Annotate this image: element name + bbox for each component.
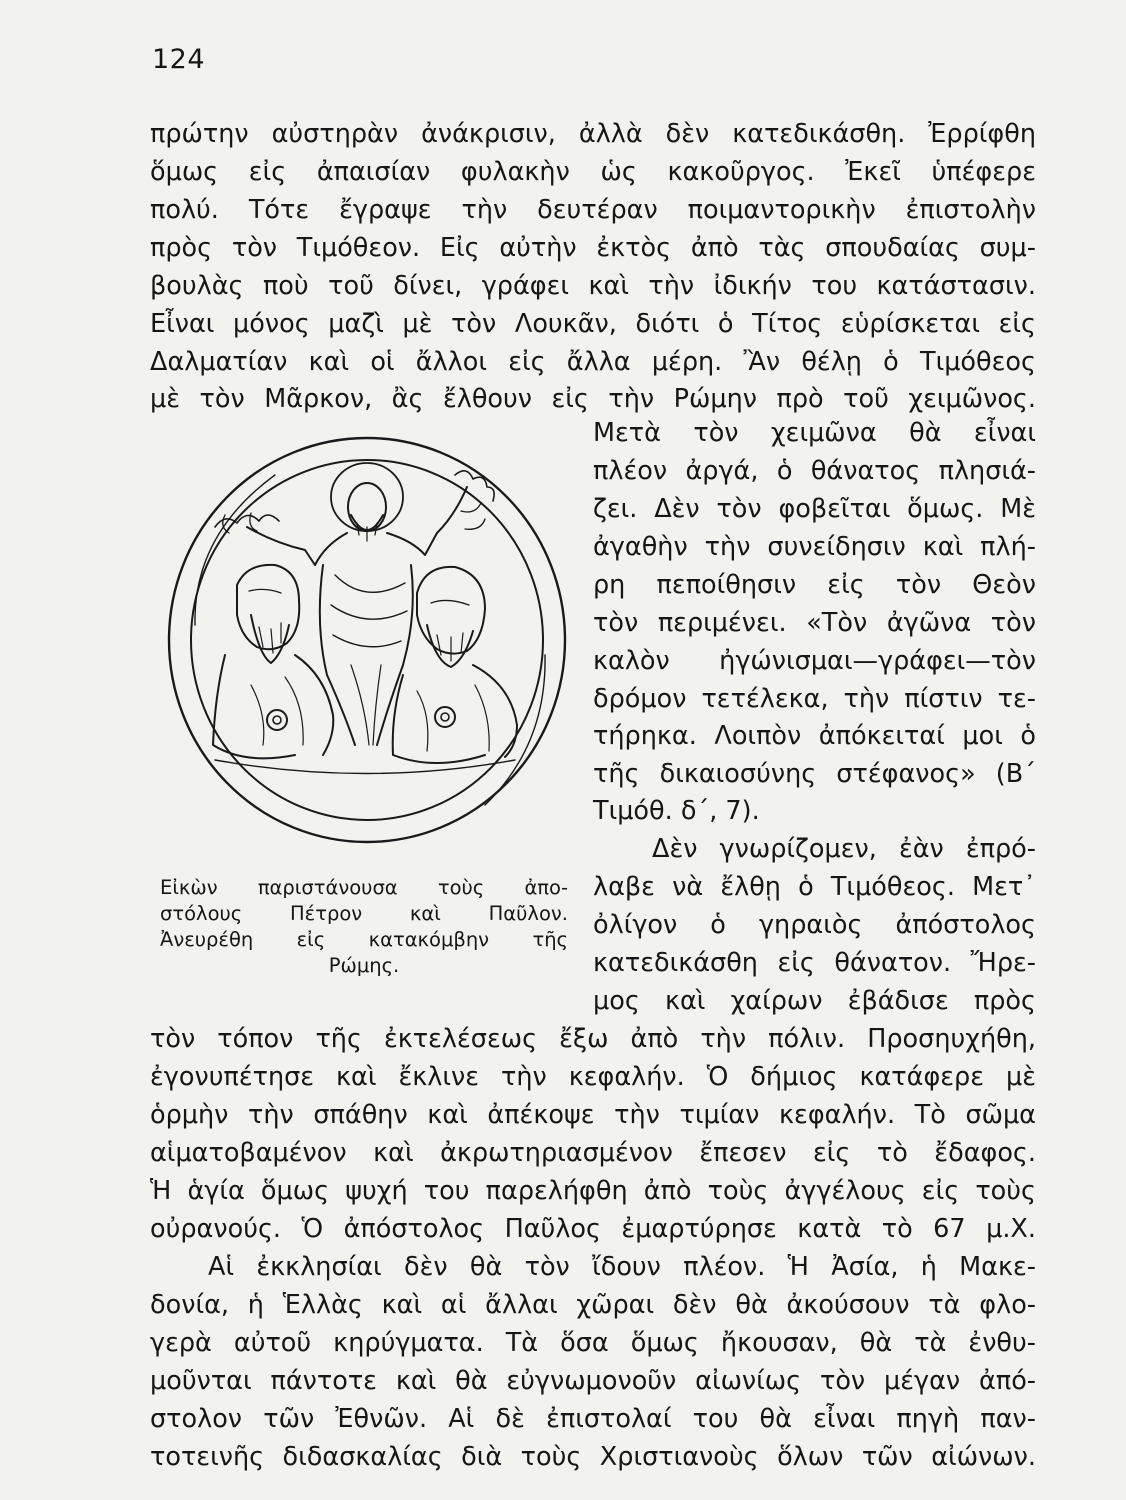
text-line: βουλὰς ποὺ τοῦ δίνει, γράφει καὶ τὴν ἰδικήν του κατάστασιν. xyxy=(150,271,1036,301)
text-line: Μετὰ τὸν χειμῶνα θὰ εἶναι xyxy=(593,418,1036,448)
text-line: ρη πεποίθησιν εἰς τὸν Θεὸν xyxy=(593,570,1036,600)
text-line: Εἶναι μόνος μαζὶ μὲ τὸν Λουκᾶν, διότι ὁ Τίτος εὑρίσκεται εἰς xyxy=(150,309,1036,339)
text-line: τοτεινῆς διδασκαλίας διὰ τοὺς Χριστιανοὺς ὅλων τῶν αἰώνων. xyxy=(150,1442,1036,1472)
text-line: Τιμόθ. δ΄, 7). xyxy=(593,796,760,826)
text-line: τὸν τόπον τῆς ἐκτελέσεως ἔξω ἀπὸ τὴν πόλιν. Προσηυχήθη, xyxy=(150,1024,1036,1054)
text-line: Δαλματίαν καὶ οἱ ἄλλοι εἰς ἄλλα μέρη. Ἂν θέλῃ ὁ Τιμόθεος xyxy=(150,347,1036,377)
text-line: ὁρμὴν τὴν σπάθην καὶ ἀπέκοψε τὴν τιμίαν κεφαλήν. Τὸ σῶμα xyxy=(150,1100,1036,1130)
text-line: πρὸς τὸν Τιμόθεον. Εἰς αὐτὴν ἐκτὸς ἀπὸ τὰς σπουδαίας συμ- xyxy=(150,233,1036,263)
text-line: ζει. Δὲν τὸν φοβεῖται ὅμως. Μὲ xyxy=(593,494,1036,524)
text-line: δονία, ἡ Ἑλλὰς καὶ αἱ ἄλλαι χῶραι δὲν θὰ ἀκούσουν τὰ φλο- xyxy=(150,1290,1036,1320)
text-line: Ἡ ἁγία ὅμως ψυχή του παρελήφθη ἀπὸ τοὺς ἀγγέλους εἰς τοὺς xyxy=(150,1176,1036,1206)
text-line: αἱματοβαμένον καὶ ἀκρωτηριασμένον ἔπεσεν εἰς τὸ ἔδαφος. xyxy=(150,1138,1036,1168)
text-line: ὀλίγον ὁ γηραιὸς ἀπόστολος xyxy=(593,910,1036,940)
text-line: μος καὶ χαίρων ἐβάδισε πρὸς xyxy=(593,986,1036,1016)
text-line: λαβε νὰ ἔλθῃ ὁ Τιμόθεος. Μετ᾽ xyxy=(593,872,1036,902)
text-line: πρώτην αὐστηρὰν ἀνάκρισιν, ἀλλὰ δὲν κατεδικάσθη. Ἐρρίφθη xyxy=(150,119,1036,149)
text-line: μὲ τὸν Μᾶρκον, ἂς ἔλθουν εἰς τὴν Ρώμην πρὸ τοῦ χειμῶνος. xyxy=(150,384,1036,414)
text-line: καλὸν ἠγώνισμαι—γράφει—τὸν xyxy=(593,646,1036,676)
text-line: κατεδικάσθη εἰς θάνατον. Ἤρε- xyxy=(593,948,1036,978)
text-line: οὐρανούς. Ὁ ἀπόστολος Παῦλος ἐμαρτύρησε κατὰ τὸ 67 μ.Χ. xyxy=(150,1214,1036,1244)
text-line: τὸν περιμένει. «Τὸν ἀγῶνα τὸν xyxy=(593,608,1036,638)
caption-line: Εἰκὼν παριστάνουσα τοὺς ἀπο- xyxy=(160,876,568,899)
text-line: πλέον ἀργά, ὁ θάνατος πλησιά- xyxy=(593,456,1036,486)
text-line: Δὲν γνωρίζομεν, ἐὰν ἐπρό- xyxy=(652,834,1036,864)
caption-line: στόλους Πέτρον καὶ Παῦλον. xyxy=(160,902,568,925)
text-line: στολον τῶν Ἐθνῶν. Αἱ δὲ ἐπιστολαί του θὰ εἶναι πηγὴ παν- xyxy=(150,1404,1036,1434)
page-number: 124 xyxy=(152,44,206,75)
text-line: μοῦνται πάντοτε καὶ θὰ εὐγνωμονοῦν αἰωνίως τὸν μέγαν ἀπό- xyxy=(150,1366,1036,1396)
text-line: τῆς δικαιοσύνης στέφανος» (Β΄ xyxy=(593,759,1036,789)
text-line: Αἱ ἐκκλησίαι δὲν θὰ τὸν ἴδουν πλέον. Ἡ Ἀσία, ἡ Μακε- xyxy=(208,1252,1036,1282)
text-line: ἐγονυπέτησε καὶ ἔκλινε τὴν κεφαλήν. Ὁ δήμιος κατάφερε μὲ xyxy=(150,1062,1036,1092)
text-line: ὅμως εἰς ἀπαισίαν φυλακὴν ὡς κακοῦργος. Ἐκεῖ ὑπέφερε xyxy=(150,157,1036,187)
caption-line: Ἀνευρέθη εἰς κατακόμβην τῆς xyxy=(160,928,568,951)
text-line: πολύ. Τότε ἔγραψε τὴν δευτέραν ποιμαντορικὴν ἐπιστολὴν xyxy=(150,195,1036,225)
apostles-medallion-illustration xyxy=(155,415,577,855)
text-line: ἀγαθὴν τὴν συνείδησιν καὶ πλή- xyxy=(593,532,1036,562)
text-line: γερὰ αὐτοῦ κηρύγματα. Τὰ ὅσα ὅμως ἤκουσαν, θὰ τὰ ἐνθυ- xyxy=(150,1328,1036,1358)
text-line: τήρηκα. Λοιπὸν ἀπόκειταί μοι ὁ xyxy=(593,721,1036,751)
caption-line: Ρώμης. xyxy=(328,954,400,977)
text-line: δρόμον τετέλεκα, τὴν πίστιν τε- xyxy=(593,684,1036,714)
